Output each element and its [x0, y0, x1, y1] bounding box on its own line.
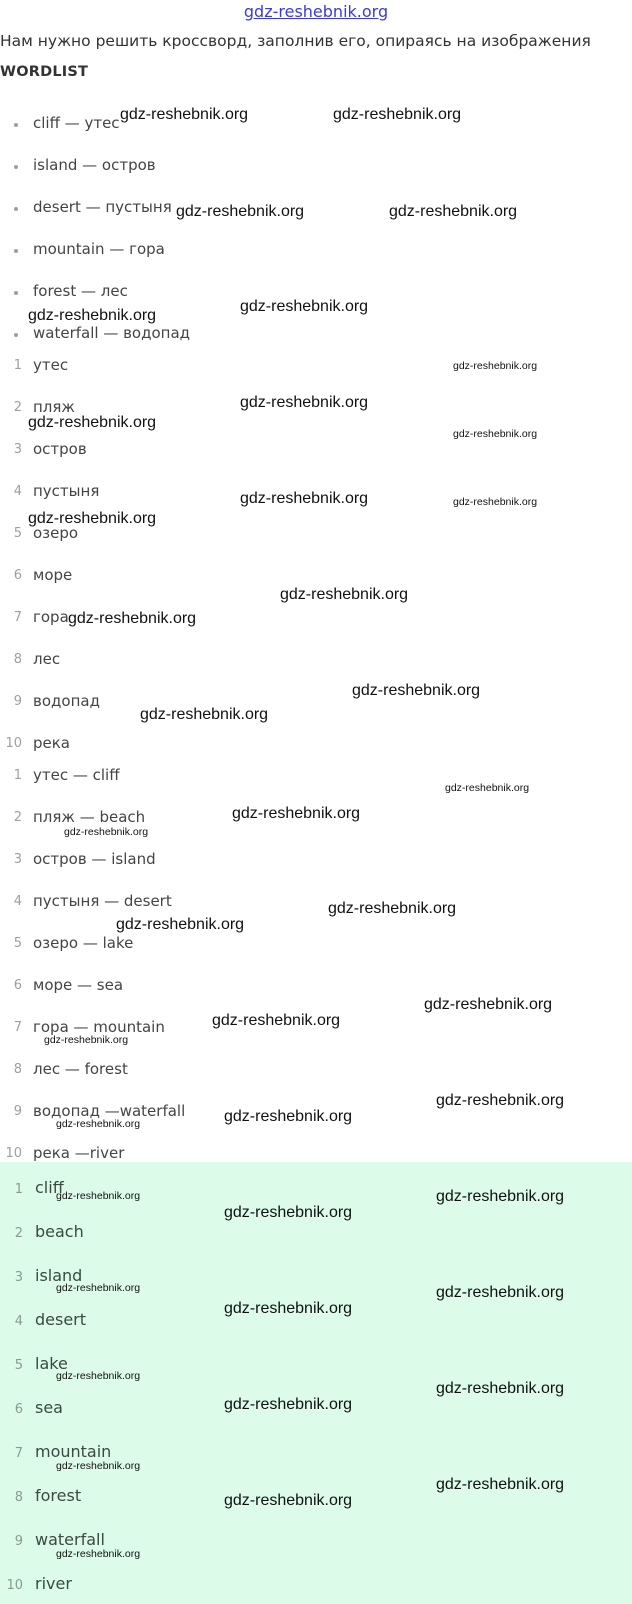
answer-text: desert [35, 1310, 87, 1329]
item-text: пустыня — desert [33, 892, 172, 910]
item-text: гора — mountain [33, 1018, 165, 1036]
watermark: gdz-reshebnik.org [240, 490, 369, 507]
list-item [0, 436, 632, 466]
watermark: gdz-reshebnik.org [280, 586, 409, 603]
item-number: 7 [13, 1020, 22, 1035]
item-text: пляж — beach [33, 808, 146, 826]
watermark: gdz-reshebnik.org [453, 360, 538, 372]
watermark: gdz-reshebnik.org [28, 510, 157, 527]
watermark: gdz-reshebnik.org [224, 1204, 353, 1221]
answer-text: sea [35, 1398, 63, 1417]
watermark: gdz-reshebnik.org [224, 1108, 353, 1125]
item-number: 1 [13, 358, 22, 373]
list-item [0, 730, 632, 760]
list-item [0, 688, 632, 718]
item-text: озеро [33, 524, 79, 542]
answer-number: 9 [14, 1534, 23, 1549]
item-number: 8 [13, 1062, 22, 1077]
watermark: gdz-reshebnik.org [232, 805, 361, 822]
intro-text: Нам нужно решить кроссворд, заполнив его, опираясь на изображения [0, 32, 591, 50]
item-number: 10 [5, 1146, 22, 1161]
answer-text: mountain [35, 1442, 112, 1461]
answer-number: 6 [14, 1402, 23, 1417]
translation-item [0, 930, 632, 960]
item-number: 6 [13, 568, 22, 583]
watermark: gdz-reshebnik.org [436, 1380, 565, 1397]
translation-item [0, 888, 632, 918]
watermark: gdz-reshebnik.org [224, 1396, 353, 1413]
item-text: остров [33, 440, 87, 458]
answer-number: 2 [14, 1226, 23, 1241]
item-number: 9 [13, 694, 22, 709]
answer-number: 7 [14, 1446, 23, 1461]
item-text: море — sea [33, 976, 124, 994]
watermark: gdz-reshebnik.org [68, 610, 197, 627]
watermark: gdz-reshebnik.org [436, 1284, 565, 1301]
item-number: 2 [13, 810, 22, 825]
watermark: gdz-reshebnik.org [328, 900, 457, 917]
watermark: gdz-reshebnik.org [333, 106, 462, 123]
item-number: 1 [13, 768, 22, 783]
answer-item [0, 1218, 632, 1252]
answer-text: forest [35, 1486, 82, 1505]
item-text: водопад [33, 692, 100, 710]
wordlist-item [0, 152, 632, 182]
bullet-icon [14, 291, 18, 295]
wordlist-item [0, 236, 632, 266]
watermark: gdz-reshebnik.org [352, 682, 481, 699]
item-number: 7 [13, 610, 22, 625]
item-text: утес [33, 356, 69, 374]
item-number: 3 [13, 442, 22, 457]
answer-number: 5 [14, 1358, 23, 1373]
watermark: gdz-reshebnik.org [56, 1548, 141, 1560]
answer-number: 8 [14, 1490, 23, 1505]
watermark: gdz-reshebnik.org [56, 1282, 141, 1294]
item-text: озеро — lake [33, 934, 134, 952]
translation-item [0, 1056, 632, 1086]
answer-text: lake [35, 1354, 68, 1373]
item-text: пустыня [33, 482, 100, 500]
bullet-icon [14, 249, 18, 253]
item-text: утес — cliff [33, 766, 120, 784]
watermark: gdz-reshebnik.org [436, 1092, 565, 1109]
watermark: gdz-reshebnik.org [140, 706, 269, 723]
watermark: gdz-reshebnik.org [240, 298, 369, 315]
watermark: gdz-reshebnik.org [56, 1118, 141, 1130]
item-text: водопад —waterfall [33, 1102, 186, 1120]
item-text: гора [33, 608, 69, 626]
watermark: gdz-reshebnik.org [28, 307, 157, 324]
watermark: gdz-reshebnik.org [176, 203, 305, 220]
watermark: gdz-reshebnik.org [453, 428, 538, 440]
wordlist-item [0, 110, 632, 140]
answer-number: 4 [14, 1314, 23, 1329]
bullet-icon [14, 333, 18, 337]
wordlist-heading: WORDLIST [0, 64, 89, 80]
watermark: gdz-reshebnik.org [240, 394, 369, 411]
item-number: 10 [5, 736, 22, 751]
answer-number: 1 [14, 1182, 23, 1197]
bullet-icon [14, 207, 18, 211]
item-number: 3 [13, 852, 22, 867]
wordlist-item-text: cliff — утес [33, 114, 120, 132]
answer-number: 3 [14, 1270, 23, 1285]
answer-text: beach [35, 1222, 84, 1241]
watermark: gdz-reshebnik.org [56, 1460, 141, 1472]
answer-number: 10 [6, 1578, 23, 1593]
list-item [0, 646, 632, 676]
wordlist-item [0, 194, 632, 224]
answer-text: river [35, 1574, 72, 1593]
watermark: gdz-reshebnik.org [436, 1188, 565, 1205]
watermark: gdz-reshebnik.org [28, 414, 157, 431]
bullet-icon [14, 165, 18, 169]
site-link[interactable]: gdz-reshebnik.org [243, 2, 389, 21]
wordlist-item-text: island — остров [33, 156, 156, 174]
item-text: пляж [33, 398, 75, 416]
item-text: река —river [33, 1144, 125, 1162]
watermark: gdz-reshebnik.org [120, 106, 249, 123]
item-number: 6 [13, 978, 22, 993]
watermark: gdz-reshebnik.org [224, 1300, 353, 1317]
item-number: 8 [13, 652, 22, 667]
item-number: 5 [13, 526, 22, 541]
item-text: море [33, 566, 73, 584]
answer-text: cliff [35, 1178, 64, 1197]
watermark: gdz-reshebnik.org [445, 782, 530, 794]
answer-text: waterfall [35, 1530, 105, 1549]
answer-item [0, 1570, 632, 1604]
watermark: gdz-reshebnik.org [44, 1034, 129, 1046]
translation-item [0, 762, 632, 792]
watermark: gdz-reshebnik.org [56, 1370, 141, 1382]
watermark: gdz-reshebnik.org [224, 1492, 353, 1509]
bullet-icon [14, 123, 18, 127]
item-text: остров — island [33, 850, 156, 868]
item-text: лес — forest [33, 1060, 128, 1078]
item-text: река [33, 734, 71, 752]
item-number: 9 [13, 1104, 22, 1119]
item-number: 5 [13, 936, 22, 951]
item-text: лес [33, 650, 61, 668]
watermark: gdz-reshebnik.org [453, 496, 538, 508]
watermark: gdz-reshebnik.org [116, 916, 245, 933]
answer-text: island [35, 1266, 83, 1285]
item-number: 4 [13, 894, 22, 909]
watermark: gdz-reshebnik.org [436, 1476, 565, 1493]
translation-item [0, 846, 632, 876]
watermark: gdz-reshebnik.org [424, 996, 553, 1013]
watermark: gdz-reshebnik.org [64, 826, 149, 838]
item-number: 4 [13, 484, 22, 499]
wordlist-item-text: mountain — гора [33, 240, 165, 258]
wordlist-item-text: forest — лес [33, 282, 128, 300]
list-item [0, 352, 632, 382]
watermark: gdz-reshebnik.org [56, 1190, 141, 1202]
wordlist-item-text: desert — пустыня [33, 198, 172, 216]
item-number: 2 [13, 400, 22, 415]
watermark: gdz-reshebnik.org [212, 1012, 341, 1029]
watermark: gdz-reshebnik.org [389, 203, 518, 220]
wordlist-item-text: waterfall — водопад [33, 324, 191, 342]
